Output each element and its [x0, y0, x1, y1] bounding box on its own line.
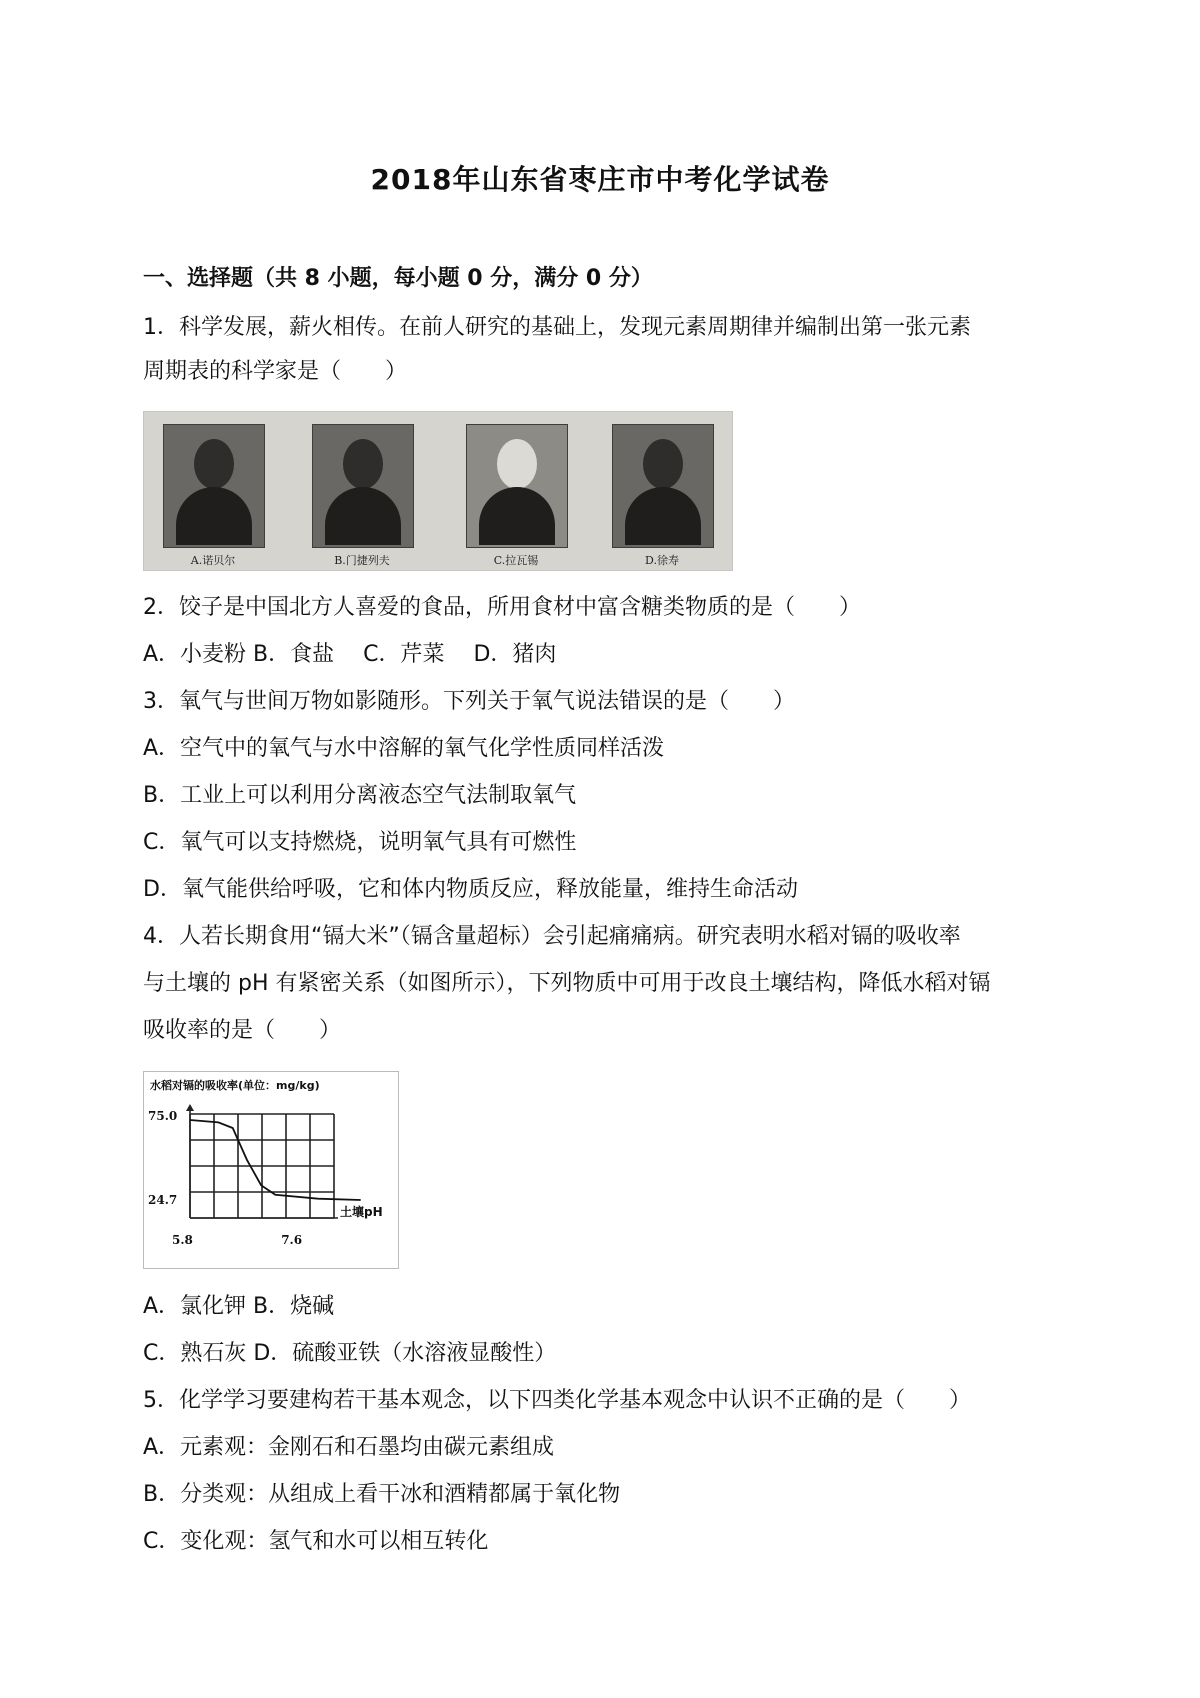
q4-stem-line2: 与土壤的 pH 有紧密关系（如图所示），下列物质中可用于改良土壤结构，降低水稻对镉	[143, 971, 991, 996]
q2-stem: 2．饺子是中国北方人喜爱的食品，所用食材中富含糖类物质的是（ ）	[143, 595, 861, 620]
photo-caption-b: B.门捷列夫	[334, 554, 390, 567]
q3-stem: 3．氧气与世间万物如影随形。下列关于氧气说法错误的是（ ）	[143, 689, 795, 714]
q5-stem: 5．化学学习要建构若干基本观念，以下四类化学基本观念中认识不正确的是（ ）	[143, 1388, 971, 1413]
absorption-curve	[190, 1120, 361, 1200]
y-tick-label-top: 75.0	[148, 1109, 178, 1123]
q5-option-a: A．元素观：金刚石和石墨均由碳元素组成	[143, 1435, 555, 1460]
q4-stem-line3: 吸收率的是（ ）	[143, 1018, 342, 1043]
q5-option-b: B．分类观：从组成上看干冰和酒精都属于氧化物	[143, 1482, 621, 1507]
q4-options-cd: C．熟石灰 D．硫酸亚铁（水溶液显酸性）	[143, 1341, 557, 1366]
q1-scientist-photos	[143, 411, 733, 571]
portrait-lavoisier	[466, 424, 568, 548]
exam-title: 2018年山东省枣庄市中考化学试卷	[370, 163, 830, 196]
x-tick-label-left: 5.8	[172, 1233, 193, 1247]
q4-stem-line1: 4．人若长期食用“镉大米”（镉含量超标）会引起痛痛病。研究表明水稻对镉的吸收率	[143, 924, 961, 949]
chart-svg	[144, 1072, 398, 1268]
photo-caption-a: A.诺贝尔	[190, 554, 236, 567]
q4-cadmium-chart	[143, 1071, 399, 1269]
q4-options-ab: A．氯化钾 B．烧碱	[143, 1294, 335, 1319]
q3-option-d: D．氧气能供给呼吸，它和体内物质反应，释放能量，维持生命活动	[143, 877, 798, 902]
q5-option-c: C．变化观：氢气和水可以相互转化	[143, 1529, 489, 1554]
q3-option-a: A．空气中的氧气与水中溶解的氧气化学性质同样活泼	[143, 736, 665, 761]
q2-options: A．小麦粉 B．食盐 C．芹菜 D．猪肉	[143, 642, 557, 667]
q1-stem-line1: 1．科学发展，薪火相传。在前人研究的基础上，发现元素周期律并编制出第一张元素	[143, 315, 971, 340]
portrait-xu-shou	[612, 424, 714, 548]
photo-caption-c: C.拉瓦锡	[493, 554, 539, 567]
photo-caption-d: D.徐寿	[645, 554, 679, 567]
section-heading: 一、选择题（共 8 小题，每小题 0 分，满分 0 分）	[143, 266, 653, 291]
portrait-nobel	[163, 424, 265, 548]
q1-stem-line2: 周期表的科学家是（ ）	[143, 359, 408, 384]
chart-title: 水稻对镉的吸收率(单位：mg/kg)	[150, 1079, 320, 1092]
y-axis-arrowhead	[186, 1104, 194, 1111]
portrait-mendeleev	[312, 424, 414, 548]
q3-option-b: B．工业上可以利用分离液态空气法制取氧气	[143, 783, 577, 808]
x-tick-label-right: 7.6	[281, 1233, 303, 1247]
y-tick-label-bottom: 24.7	[148, 1193, 178, 1207]
q3-option-c: C．氧气可以支持燃烧，说明氧气具有可燃性	[143, 830, 577, 855]
x-axis-label: 土壤pH	[340, 1205, 383, 1219]
